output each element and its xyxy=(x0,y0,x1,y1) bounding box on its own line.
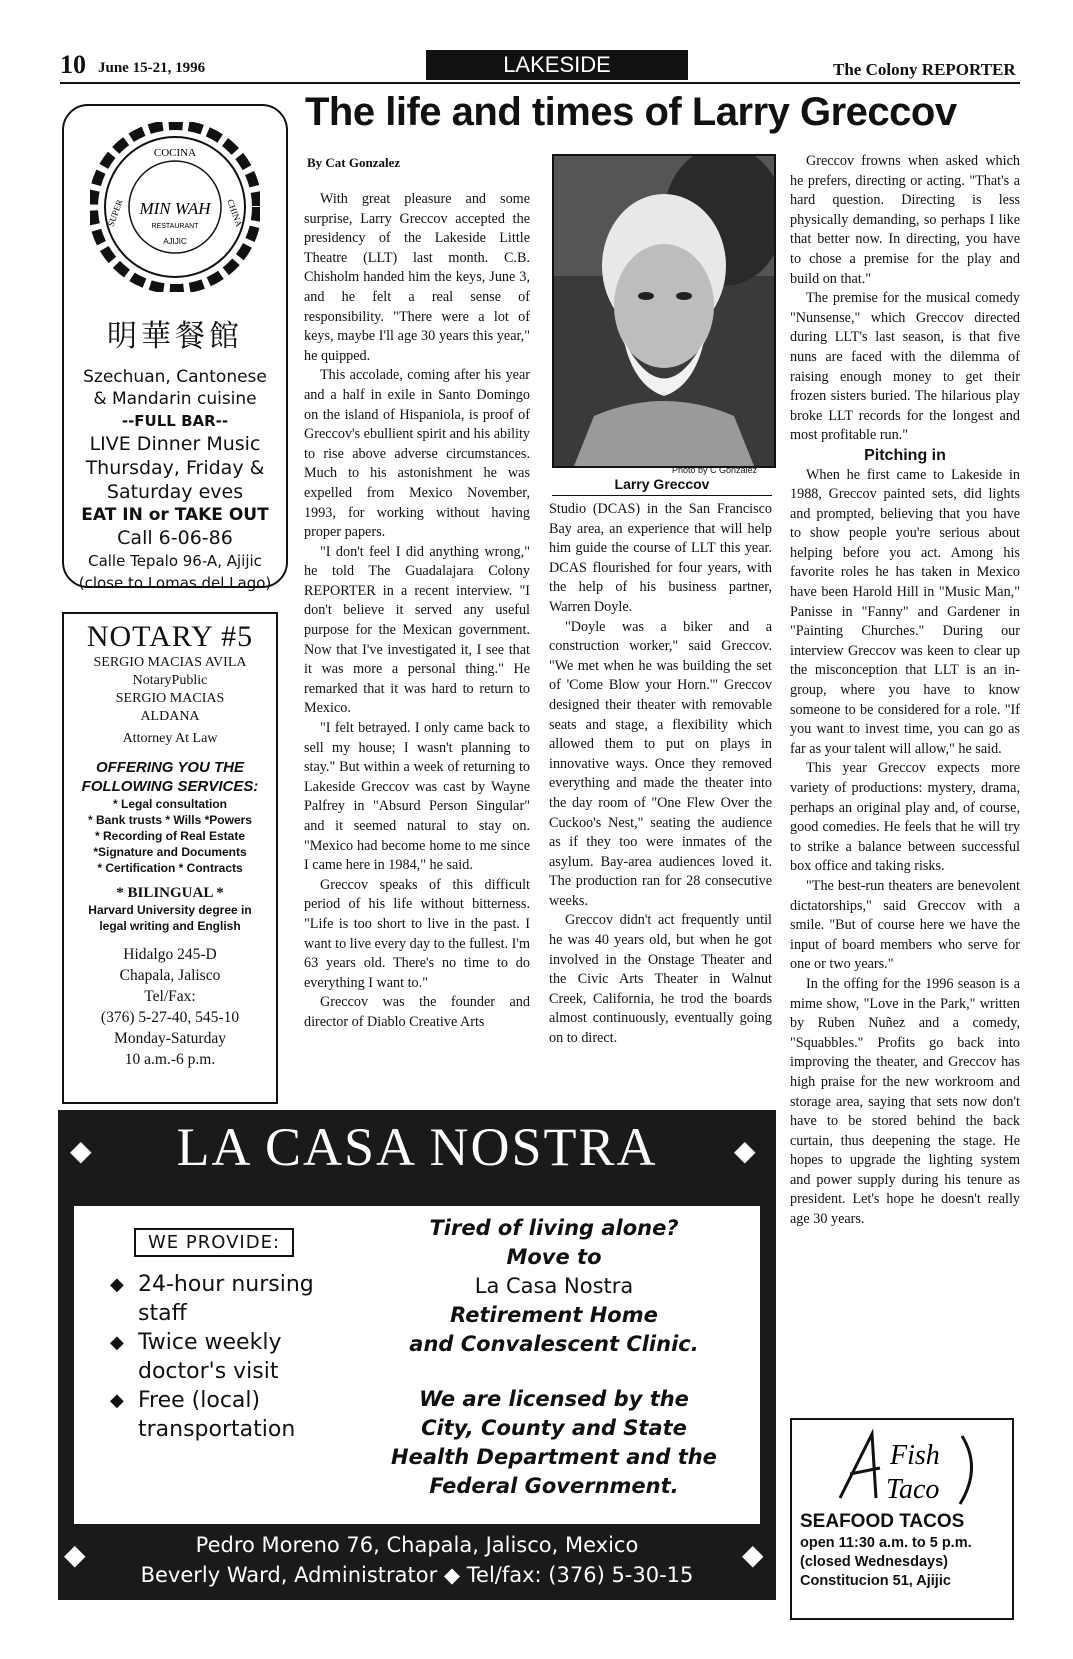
paragraph: When he first came to Lakeside in 1988, Greccov painted sets, did lights and prompted, believing that you have to show people you're serious about helping before you act. Among his favorite roles he has taken in Mexico have been Harold Hill in "Music Man," Panisse in "Fanny" and Gardener in "Painting Churches." During our interview Greccov was keen to clear up the misconception that LLT is an in-group, where you have to know someone to be considered for a role. "If you want to invest time, you can go as far as your talent will allow," he said. xyxy=(790,466,1020,757)
service-line: * Bank trusts * Wills *Powers xyxy=(88,813,252,827)
list-item-text: 24-hour nursing staff xyxy=(138,1272,314,1326)
music-line: LIVE Dinner Music xyxy=(89,433,261,455)
service-line: * Certification * Contracts xyxy=(97,861,243,875)
pitch-line: Retirement Home xyxy=(450,1303,658,1327)
casa-address: Pedro Moreno 76, Chapala, Jalisco, Mexico xyxy=(195,1533,639,1557)
bar-line: --FULL BAR-- xyxy=(121,412,229,430)
seafood-headline: SEAFOOD TACOS xyxy=(800,1511,965,1532)
casa-footer xyxy=(58,1530,776,1590)
article-headline: The life and times of Larry Greccov xyxy=(305,90,957,134)
pitch-line: La Casa Nostra xyxy=(474,1274,634,1298)
paragraph: "I felt betrayed. I only came back to sell my house; I wasn't planning to stay." But within a week of returning to Lakeside Greccov was cast by Wayne Palfrey in "Absurd Person Singular" and it seemed natural to stay on. "Mexico had become home to me since I came here in 1984," he said. xyxy=(304,720,530,874)
service-line: *Signature and Documents xyxy=(93,845,247,859)
degree-line: legal writing and English xyxy=(99,919,241,933)
paragraph: Greccov speaks of this difficult period of his life without bitterness. "Life is too short to live in the past. I want to live every day to the fullest. I'm 63 years old. There's no time to do everything I want to." xyxy=(304,876,530,991)
article-column-3 xyxy=(790,152,1020,1230)
address-line: Constitucion 51, Ajijic xyxy=(800,1573,951,1589)
paragraph: This accolade, coming after his year and a half in exile in Santo Domingo on the island of Hispaniola, is proof of Greccov's ebullient spirit and his ability to rise above adverse circumstances. Much to his astonishment he was expelled from Mexico November, 1993, for working without having proper papers. xyxy=(304,367,530,541)
casa-administrator: Beverly Ward, Administrator xyxy=(140,1563,438,1587)
diamond-icon: ◆ xyxy=(64,1540,86,1571)
notary-role: Attorney At Law xyxy=(122,731,218,746)
casa-telfax: Tel/fax: (376) 5-30-15 xyxy=(466,1563,694,1587)
logo-fish: Fish xyxy=(890,1440,940,1471)
section-banner: LAKESIDE xyxy=(426,50,688,80)
diamond-bullet-icon: ◆ xyxy=(110,1390,124,1411)
paragraph: Studio (DCAS) in the San Francisco Bay area, an experience that will help him guide the course of LLT this year. DCAS flourished for four years, with the help of his business partner, Warren Doyle. xyxy=(549,501,772,615)
service-line: * Recording of Real Estate xyxy=(94,829,246,843)
address-line: Calle Tepalo 96-A, Ajijic xyxy=(88,552,262,570)
degree-line: Harvard University degree in xyxy=(88,903,252,917)
min-wah-logo xyxy=(90,122,260,292)
notary-address: Hidalgo 245-D xyxy=(123,946,217,963)
notary-role: NotaryPublic xyxy=(132,673,208,688)
paragraph: Greccov was the founder and director of Diablo Creative Arts xyxy=(304,994,530,1030)
logo-town: AJIJIC xyxy=(163,237,187,246)
closed-line: (closed Wednesdays) xyxy=(800,1554,949,1570)
diamond-icon: ◆ xyxy=(742,1540,764,1571)
offering-heading: FOLLOWING SERVICES: xyxy=(81,778,259,795)
license-line: Health Department and the xyxy=(391,1445,717,1469)
notary-title: NOTARY #5 xyxy=(86,620,254,653)
notary-days: Monday-Saturday xyxy=(114,1030,226,1047)
notary-ad xyxy=(62,612,278,1104)
pitch-line: Tired of living alone? xyxy=(429,1216,679,1240)
pitch-line: Move to xyxy=(506,1245,602,1269)
list-item-text: Twice weekly doctor's visit xyxy=(138,1330,282,1384)
logo-taco: Taco xyxy=(886,1474,940,1505)
photo-credit: Photo by C Gonzalez xyxy=(672,465,758,475)
subheading: Pitching in xyxy=(864,446,946,464)
portrait-image xyxy=(554,156,774,466)
header-rule xyxy=(60,82,1020,84)
paragraph: Greccov didn't act frequently until he was 40 years old, but when he got involved in the Onstage Theater and the Civic Arts Theater in Walnut Creek, California, he trod the boards almost continuously, eventually going on to direct. xyxy=(549,912,772,1047)
paragraph: Greccov frowns when asked which he prefers, directing or acting. "That's a hard question. Directing is less physically demanding, so perhaps I like that better now. In directing, you have to chose a premise for the play and build on that." xyxy=(790,153,1020,287)
diamond-bullet-icon: ◆ xyxy=(110,1274,124,1295)
services-list xyxy=(110,1270,340,1444)
logo-left-text: SUPER xyxy=(105,198,125,228)
article-byline: By Cat Gonzalez xyxy=(307,155,401,170)
logo-top-text: COCINA xyxy=(153,147,197,159)
photo-caption: Larry Greccov xyxy=(552,476,772,496)
logo-name: MIN WAH xyxy=(139,199,211,218)
min-wah-details xyxy=(64,366,286,594)
casa-panel xyxy=(74,1206,760,1524)
newspaper-name: The Colony REPORTER xyxy=(833,60,1016,79)
license-line: City, County and State xyxy=(421,1416,687,1440)
list-item xyxy=(110,1328,340,1386)
list-item-text: Free (local) transportation xyxy=(138,1388,296,1442)
notary-name: SERGIO MACIAS AVILA xyxy=(93,655,247,670)
paragraph: With great pleasure and some surprise, Larry Greccov accepted the presidency of the Lakeside Little Theatre (LLT) last month. C.B. Chisholm handed him the keys, June 3, and he felt a real sense of responsibility. "There were a lot of keys, maybe I'll age 30 years this year," he quipped. xyxy=(304,191,530,364)
diamond-icon: ◆ xyxy=(70,1136,92,1167)
offering-heading: OFFERING YOU THE xyxy=(95,759,245,776)
paragraph: The premise for the musical comedy "Nunsense," which Greccov directed during LLT's last season, is that five nuns are faced with the dilemma of raising enough money to get their frozen sisters buried. The hilarious play broke LLT records for the longest and most profitable run." xyxy=(790,290,1020,444)
logo-sub: RESTAURANT xyxy=(151,223,199,230)
article-column-1 xyxy=(304,190,530,1033)
diamond-icon: ◆ xyxy=(734,1136,756,1167)
cuisine-line: Szechuan, Cantonese xyxy=(83,367,267,387)
min-wah-ad xyxy=(62,104,288,592)
music-days: Thursday, Friday & xyxy=(85,457,265,479)
paragraph: "The best-run theaters are benevolent dictatorships," said Greccov with a smile. "But of course here we have the input of board members who serve for one or two years." xyxy=(790,877,1020,973)
music-days: Saturday eves xyxy=(106,481,244,503)
service-line: * Legal consultation xyxy=(112,797,227,811)
license-line: Federal Government. xyxy=(429,1474,679,1498)
logo-right-text: CHINA xyxy=(225,197,245,229)
article-column-2 xyxy=(549,500,772,1049)
we-provide-label: WE PROVIDE: xyxy=(134,1228,294,1257)
paragraph: In the offing for the 1996 season is a mime show, "Love in the Park," written by Ruben Nuñez and a comedy, "Squabbles." Profits go back into improving the theater, and Greccov has high praise for the new workroom and storage area, saying that sets now don't have to be stored behind the back curtain, thus deepening the stage. He hopes to upgrade the lighting system and power supply during his tenure as president. Let's hope he doesn't really age 30 years. xyxy=(790,975,1020,1228)
diamond-icon: ◆ xyxy=(443,1563,461,1587)
paragraph: This year Greccov expects more variety of productions: mystery, drama, perhaps an original play and, of course, good comedies. He feels that he will try to strike a balance between successful box office and taking risks. xyxy=(790,760,1020,875)
fish-taco-logo xyxy=(832,1428,982,1508)
pitch-line: and Convalescent Clinic. xyxy=(409,1332,699,1356)
list-item xyxy=(110,1270,340,1328)
bilingual-line: * BILINGUAL * xyxy=(116,885,224,901)
diamond-bullet-icon: ◆ xyxy=(110,1332,124,1353)
eat-in-line: EAT IN or TAKE OUT xyxy=(81,505,269,525)
issue-date: June 15-21, 1996 xyxy=(98,60,206,76)
chinese-name: 明華餐館 xyxy=(107,319,243,354)
casa-pitch xyxy=(364,1214,744,1501)
fish-taco-ad xyxy=(790,1418,1014,1620)
paragraph: "I don't feel I did anything wrong," he told The Guadalajara Colony REPORTER in a recent interview. "I don't believe it served any useful purpose for the Mexican government. Now that I've investigated it, I see that it was more a personal thing." He remarked that it was hard to return to Mexico. xyxy=(304,543,530,717)
notary-name: SERGIO MACIAS xyxy=(115,691,225,706)
paragraph: "Doyle was a biker and a construction worker," said Greccov. "We met when he was building the set of 'Come Blow your Horn.'" Greccov designed their theater with removable seats and stage, a flexibility which allowed them to put on plays in innovative ways. Once they removed everything and made the theater into the day room of "One Flew Over the Cuckoo's Nest," seating the audience as if they too were inmates of the asylum. Bay-area audiences loved it. The production ran for 28 consecutive weeks. xyxy=(549,618,772,909)
notary-phones: (376) 5-27-40, 545-10 xyxy=(100,1009,240,1026)
cuisine-line: & Mandarin cuisine xyxy=(93,389,257,409)
la-casa-nostra-ad xyxy=(58,1110,776,1600)
list-item xyxy=(110,1386,340,1444)
address-note: (close to Lomas del Lago) xyxy=(78,574,272,592)
casa-title: LA CASA NOSTRA xyxy=(176,1117,658,1177)
page-number: 10 xyxy=(60,50,86,79)
portrait-photo xyxy=(552,154,776,468)
casa-contact xyxy=(58,1560,776,1590)
notary-name: ALDANA xyxy=(140,709,200,724)
hours-line: open 11:30 a.m. to 5 p.m. xyxy=(800,1535,972,1551)
notary-telfax-label: Tel/Fax: xyxy=(144,988,196,1005)
notary-hours: 10 a.m.-6 p.m. xyxy=(124,1051,216,1068)
phone-line: Call 6-06-86 xyxy=(117,527,233,549)
license-line: We are licensed by the xyxy=(419,1387,689,1411)
notary-address: Chapala, Jalisco xyxy=(119,967,221,984)
fish-taco-details xyxy=(800,1510,1006,1591)
